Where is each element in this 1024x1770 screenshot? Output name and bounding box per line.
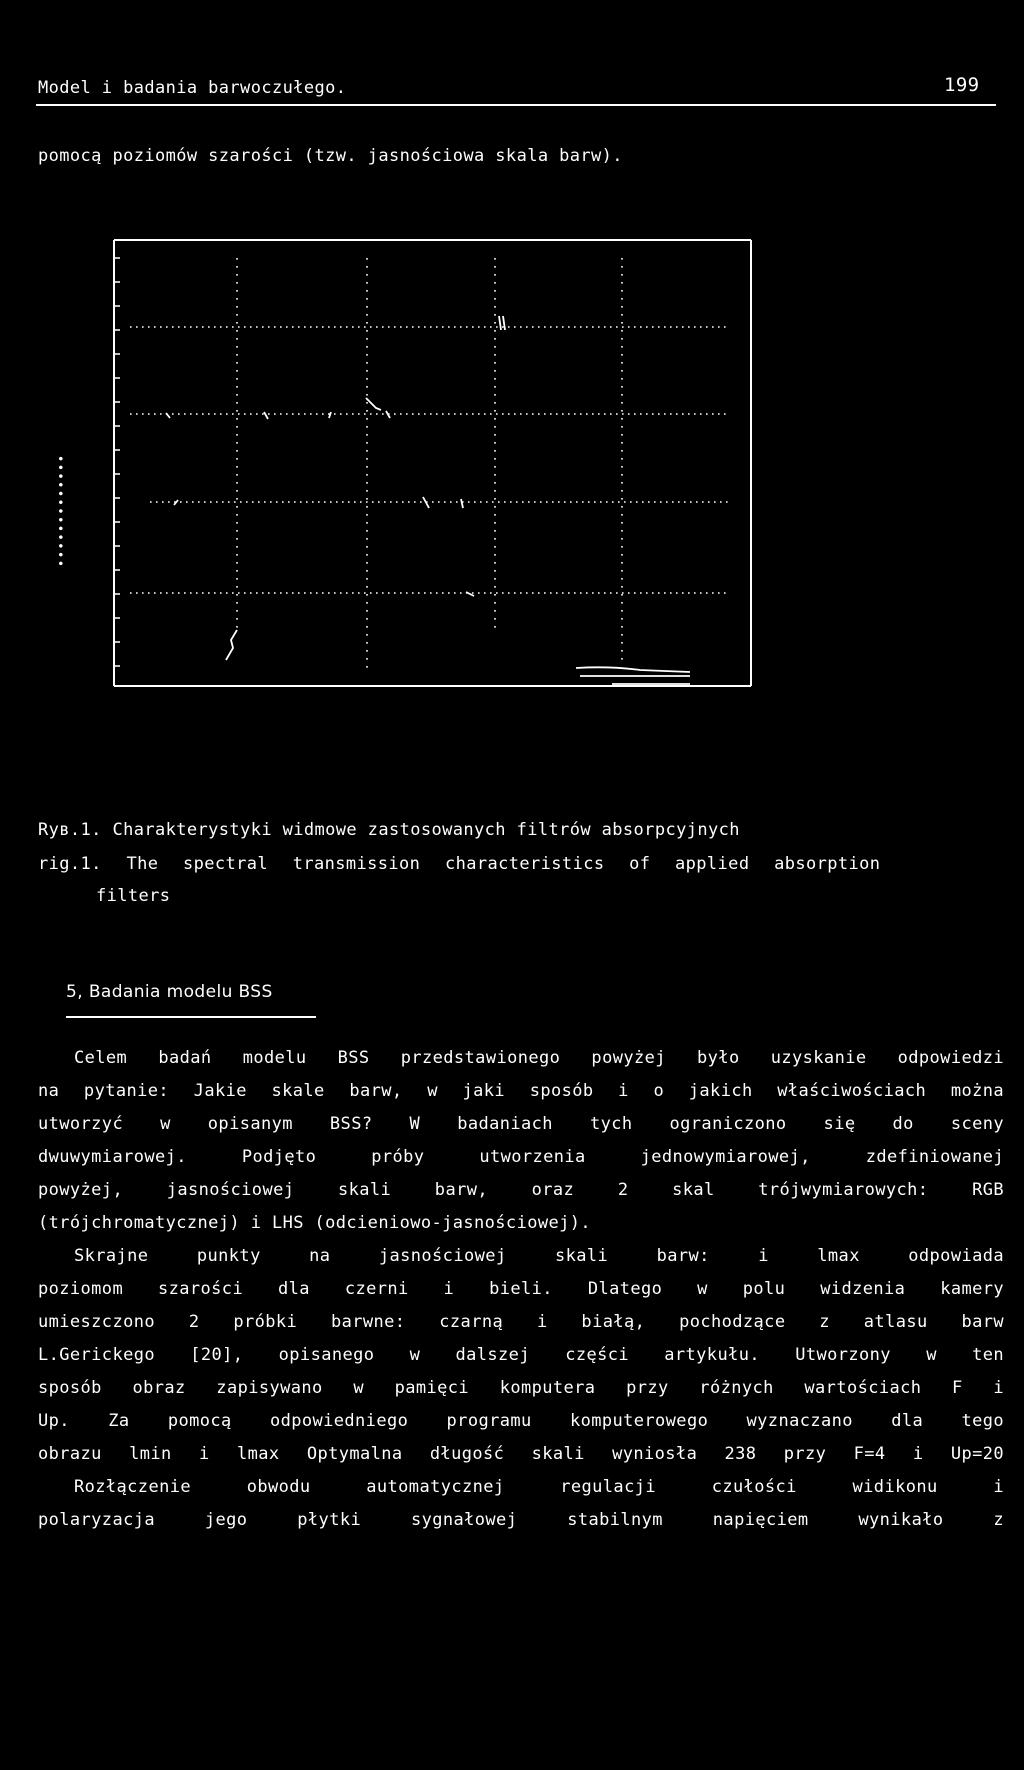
figure-frame <box>114 240 751 686</box>
body-line: poziomom szarości dla czerni i bieli. Dlatego w polu widzenia kamery <box>38 1279 1004 1299</box>
body-line: (trójchromatycznej) i LHS (odcieniowo-jasnościowej). <box>38 1213 592 1233</box>
intro-line: pomocą poziomów szarości (tzw. jasnościowa skala barw). <box>38 146 623 166</box>
body-line: Celem badań modelu BSS przedstawionego powyżej było uzyskanie odpowiedzi <box>74 1048 1004 1068</box>
curve-fragment <box>264 412 268 419</box>
caption-english-line-2: filters <box>96 886 171 906</box>
body-line: polaryzacja jego płytki sygnałowej stabilnym napięciem wynikało z <box>38 1510 1004 1530</box>
section-heading-underline <box>66 1016 316 1018</box>
page-number: 199 <box>944 74 980 96</box>
body-line: na pytanie: Jakie skale barw, w jaki sposób i o jakich właściwościach można <box>38 1081 1004 1101</box>
body-line: obrazu lmin i lmax Optymalna długość skali wyniosła 238 przy F=4 i Up=20 <box>38 1444 1004 1464</box>
curve-fragment <box>226 630 237 660</box>
curve-fragment <box>499 316 501 330</box>
section-heading: 5, Badania modelu BSS <box>66 982 273 1002</box>
body-line: powyżej, jasnościowej skali barw, oraz 2 skal trójwymiarowych: RGB <box>38 1180 1004 1200</box>
curve-fragment <box>423 497 429 508</box>
caption-english-line-1: rig.1. The spectral transmission characteristics of applied absorption <box>38 854 881 874</box>
body-line: dwuwymiarowej. Podjęto próby utworzenia jednowymiarowej, zdefiniowanej <box>38 1147 1004 1167</box>
body-line: utworzyć w opisanym BSS? W badaniach tych ograniczono się do sceny <box>38 1114 1004 1134</box>
curve-fragment <box>461 499 463 508</box>
body-line: sposób obraz zapisywano w pamięci komputera przy różnych wartościach F i <box>38 1378 1004 1398</box>
body-line: Rozłączenie obwodu automatycznej regulacji czułości widikonu i <box>74 1477 1004 1497</box>
body-line: Skrajne punkty na jasnościowej skali barw: i lmax odpowiada <box>74 1246 1004 1266</box>
rotated-axis-label: ••••••••••••• <box>53 455 67 569</box>
caption-polish: Ryв.1. Charakterystyki widmowe zastosowanych filtrów absorpcyjnych <box>38 820 740 840</box>
filter-transmission-figure <box>0 0 1024 760</box>
curve-fragment <box>503 316 505 330</box>
curve-fragment <box>166 413 170 418</box>
vertical-dotted-gridlines <box>237 258 622 672</box>
curve-fragment <box>329 412 331 418</box>
body-line: Up. Za pomocą odpowiedniego programu komputerowego wyznaczano dla tego <box>38 1411 1004 1431</box>
running-header: Model i badania barwoczułego. <box>38 78 347 98</box>
body-line: L.Gerickego [20], opisanego w dalszej części artykułu. Utworzony w ten <box>38 1345 1004 1365</box>
curve-fragment <box>576 667 690 672</box>
body-line: umieszczono 2 próbki barwne: czarną i białą, pochodzące z atlasu barw <box>38 1312 1004 1332</box>
curve-fragment <box>366 398 381 410</box>
transmission-curve-fragments <box>166 316 690 684</box>
horizontal-dotted-gridlines <box>130 327 730 593</box>
